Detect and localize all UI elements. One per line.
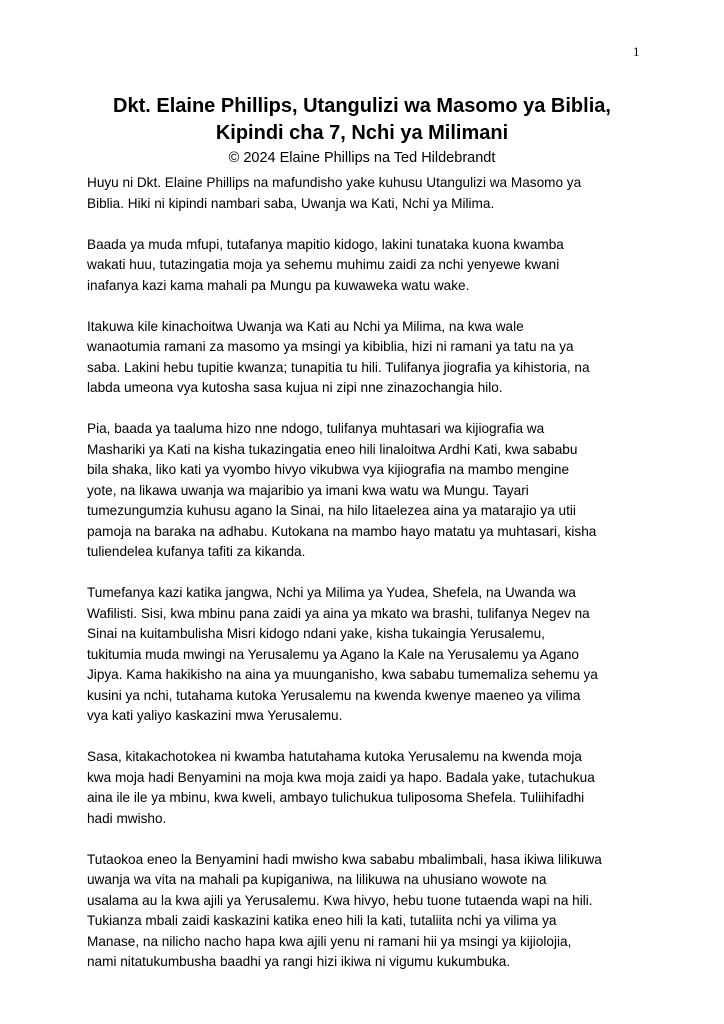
paragraph [87, 747, 647, 829]
text-line: wanaotumia ramani za masomo ya msingi ya kibiblia, hizi ni ramani ya tatu na ya [87, 339, 574, 354]
paragraph [87, 173, 647, 214]
text-line: Baada ya muda mfupi, tutafanya mapitio kidogo, lakini tunataka kuona kwamba [87, 236, 564, 252]
text-line: inafanya kazi kama mahali pa Mungu pa kuwaweka watu wake. [87, 277, 470, 293]
text-line: nami nitatukumbusha baadhi ya rangi hizi ikiwa ni vigumu kukumbuka. [87, 954, 511, 969]
text-line: Tumefanya kazi katika jangwa, Nchi ya Milima ya Yudea, Shefela, na Uwanda wa [87, 585, 576, 600]
text-line: Mashariki ya Kati na kisha tukazingatia eneo hili linaloitwa Ardhi Kati, kwa sababu [87, 441, 578, 457]
text-line: tuliendelea kufanya tafiti za kikanda. [87, 544, 306, 559]
text-line: labda umeona vya kutosha sasa kujua ni zipi nne zinazochangia hilo. [87, 380, 503, 395]
text-line: saba. Lakini hebu tupitie kwanza; tunapitia tu hili. Tulifanya jiografia ya kihistoria, na [87, 359, 590, 375]
text-line: vya kati yaliyo kaskazini mwa Yerusalemu. [87, 708, 343, 723]
text-line: Tutaokoa eneo la Benyamini hadi mwisho kwa sababu mbalimbali, hasa ikiwa lilikuwa [87, 851, 602, 867]
text-line: Biblia. Hiki ni kipindi nambari saba, Uwanja wa Kati, Nchi ya Milima. [87, 195, 495, 211]
paragraph [87, 850, 647, 973]
text-line: Jipya. Kama hakikisho na aina ya muunganisho, kwa sababu tumemaliza sehemu ya [87, 667, 598, 682]
text-line: hadi mwisho. [87, 810, 167, 826]
text-line: aina ile ile ya mbinu, kwa kweli, ambayo tulichukua tuliposoma Shefela. Tuliihifadhi [87, 790, 585, 805]
text-line: Sasa, kitakachotokea ni kwamba hatutahama kutoka Yerusalemu na kwenda moja [87, 749, 582, 764]
title-line-2: Kipindi cha 7, Nchi ya Milimani [215, 122, 509, 144]
text-line: Huyu ni Dkt. Elaine Phillips na mafundisho yake kuhusu Utangulizi wa Masomo ya [87, 175, 582, 190]
text-line: wakati huu, tutazingatia moja ya sehemu muhimu zaidi za nchi yenyewe kwani [87, 257, 560, 272]
text-line: Wafilisti. Sisi, kwa mbinu pana zaidi ya aina ya mkato wa brashi, tulifanya Negev na [87, 605, 590, 621]
page-number: 1 [633, 44, 640, 59]
text-line: usalama au la kwa ajili ya Yerusalemu. Kwa hivyo, hebu tuone tutaenda wapi na hili. [87, 892, 593, 908]
title-block [0, 93, 724, 168]
document-body [87, 173, 647, 993]
paragraph [87, 419, 647, 563]
text-line: Tukianza mbali zaidi kaskazini katika eneo hili la kati, tutaliita nchi ya vilima ya [87, 913, 557, 928]
copyright-notice: © 2024 Elaine Phillips na Ted Hildebrandt [228, 150, 496, 166]
paragraph [87, 317, 647, 399]
text-line: yote, na likawa uwanja wa majaribio ya imani kwa watu wa Mungu. Tayari [87, 482, 529, 498]
text-line: pamoja na baraka na adhabu. Kutokana na mambo hayo matatu ya muhtasari, kisha [87, 523, 597, 539]
text-line: bila shaka, liko kati ya vyombo hivyo vikubwa vya kijiografia na mambo mengine [87, 462, 570, 477]
text-line: kwa moja hadi Benyamini na moja kwa moja zaidi ya hapo. Badala yake, tutachukua [87, 769, 595, 785]
paragraph [87, 235, 647, 297]
text-line: tumezungumzia kuhusu agano la Sinai, na hilo litaelezea aina ya matarajio ya utii [87, 503, 576, 518]
text-line: Manase, na nilicho nacho hapa kwa ajili yenu ni ramani hii ya msingi ya kijiolojia, [87, 933, 572, 949]
text-line: Sinai na kuitambulisha Misri kidogo ndani yake, kisha tukaingia Yerusalemu, [87, 626, 545, 641]
paragraph [87, 583, 647, 727]
text-line: Pia, baada ya taaluma hizo nne ndogo, tulifanya muhtasari wa kijiografia wa [87, 421, 545, 436]
text-line: uwanja wa vita na mahali pa kupiganiwa, na lilikuwa na uhusiano wowote na [87, 872, 547, 887]
title-line-1: Dkt. Elaine Phillips, Utangulizi wa Masomo ya Biblia, [113, 95, 611, 117]
text-line: kusini ya nchi, tutahama kutoka Yerusalemu na kwenda kwenye maeneo ya vilima [87, 687, 581, 703]
text-line: tukitumia muda mwingi na Yerusalemu ya Agano la Kale na Yerusalemu ya Agano [87, 646, 579, 662]
text-line: Itakuwa kile kinachoitwa Uwanja wa Kati au Nchi ya Milima, na kwa wale [87, 318, 524, 334]
